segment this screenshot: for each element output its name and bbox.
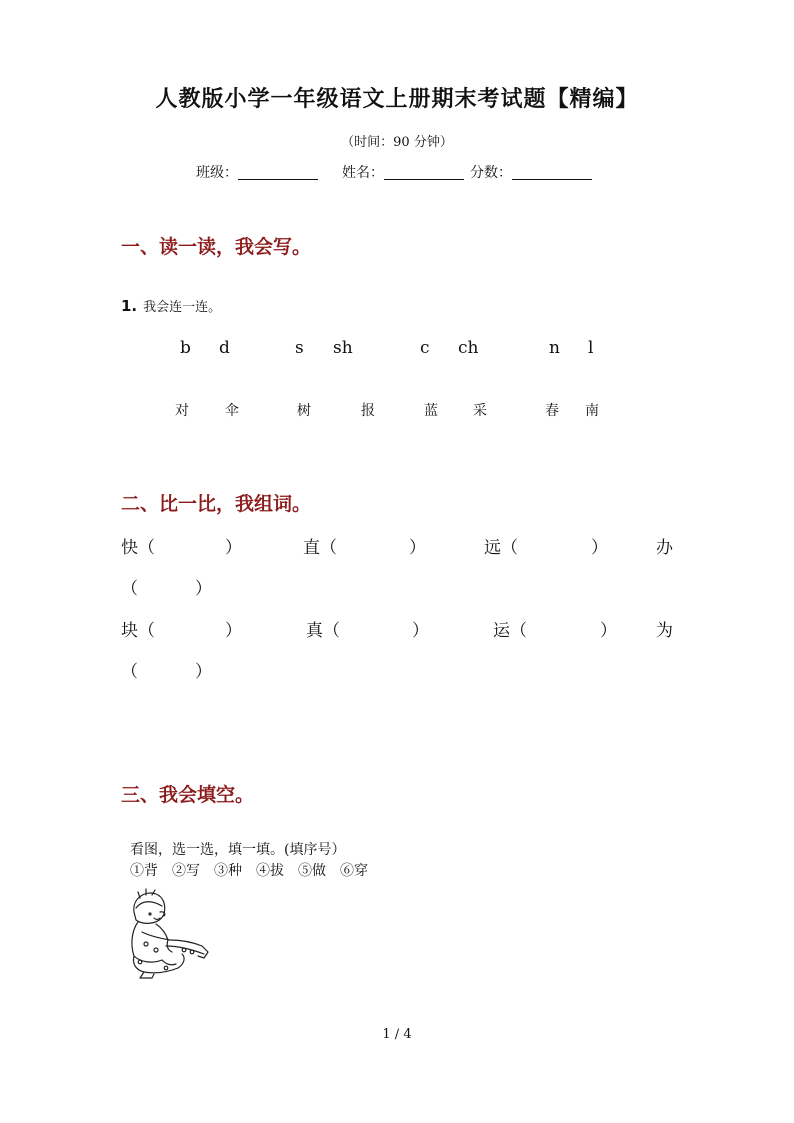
pinyin-c[interactable]: c: [420, 338, 430, 358]
page-title: 人教版小学一年级语文上册期末考试题【精编】: [155, 86, 639, 112]
hanzi-dui[interactable]: 对: [175, 403, 189, 419]
word-kuai2-close: ）: [225, 621, 242, 641]
word-yun: 运（: [493, 621, 527, 641]
word-zhi: 直（: [303, 538, 337, 558]
score-label: 分数：: [470, 165, 512, 181]
word-ban-close: ）: [195, 579, 212, 599]
pinyin-sh[interactable]: sh: [333, 338, 353, 358]
word-yuan: 远（: [484, 538, 518, 558]
word-kuai: 快（: [121, 538, 155, 558]
word-ban: 办: [656, 538, 673, 558]
exam-time: （时间：90 分钟）: [341, 135, 453, 150]
question-text: 我会连一连。: [143, 300, 222, 315]
section3-options: ①背 ②写 ③种 ④拔 ⑤做 ⑥穿: [130, 863, 368, 879]
hanzi-chun[interactable]: 春: [545, 403, 559, 419]
pinyin-l[interactable]: l: [588, 338, 594, 358]
score-blank[interactable]: [512, 165, 592, 180]
question-number: 1.: [121, 297, 138, 315]
word-wei-open: （: [121, 662, 138, 682]
hanzi-shu[interactable]: 树: [297, 403, 311, 419]
hanzi-lan[interactable]: 蓝: [424, 403, 438, 419]
word-zhi-close: ）: [409, 538, 426, 558]
child-dressing-illustration: [122, 888, 212, 980]
word-ban-open: （: [121, 579, 138, 599]
pinyin-d[interactable]: d: [219, 338, 230, 358]
pinyin-n[interactable]: n: [549, 338, 560, 358]
hanzi-bao[interactable]: 报: [361, 403, 375, 419]
word-wei-close: ）: [195, 662, 212, 682]
hanzi-san[interactable]: 伞: [225, 403, 239, 419]
word-zhen: 真（: [306, 621, 340, 641]
hanzi-cai[interactable]: 采: [473, 403, 487, 419]
name-field: [342, 162, 464, 182]
name-label: 姓名：: [342, 165, 384, 181]
word-kuai-close: ）: [225, 538, 242, 558]
pinyin-b[interactable]: b: [180, 338, 191, 358]
page-number: 1 / 4: [382, 1027, 412, 1042]
word-yuan-close: ）: [591, 538, 608, 558]
section2-heading: 二、比一比，我组词。: [121, 493, 312, 515]
word-wei: 为: [656, 621, 673, 641]
word-kuai2: 块（: [121, 621, 155, 641]
class-label: 班级：: [196, 165, 238, 181]
pinyin-s[interactable]: s: [295, 338, 304, 358]
section1-heading: 一、读一读，我会写。: [121, 236, 312, 258]
score-field: [470, 162, 592, 182]
section3-heading: 三、我会填空。: [121, 784, 255, 806]
question-1: [121, 296, 221, 315]
class-field: [196, 162, 318, 182]
hanzi-nan[interactable]: 南: [585, 403, 599, 419]
section3-instruction: 看图，选一选，填一填。(填序号）: [130, 842, 346, 858]
pinyin-ch[interactable]: ch: [458, 338, 479, 358]
word-zhen-close: ）: [412, 621, 429, 641]
word-yun-close: ）: [600, 621, 617, 641]
class-blank[interactable]: [238, 165, 318, 180]
name-blank[interactable]: [384, 165, 464, 180]
